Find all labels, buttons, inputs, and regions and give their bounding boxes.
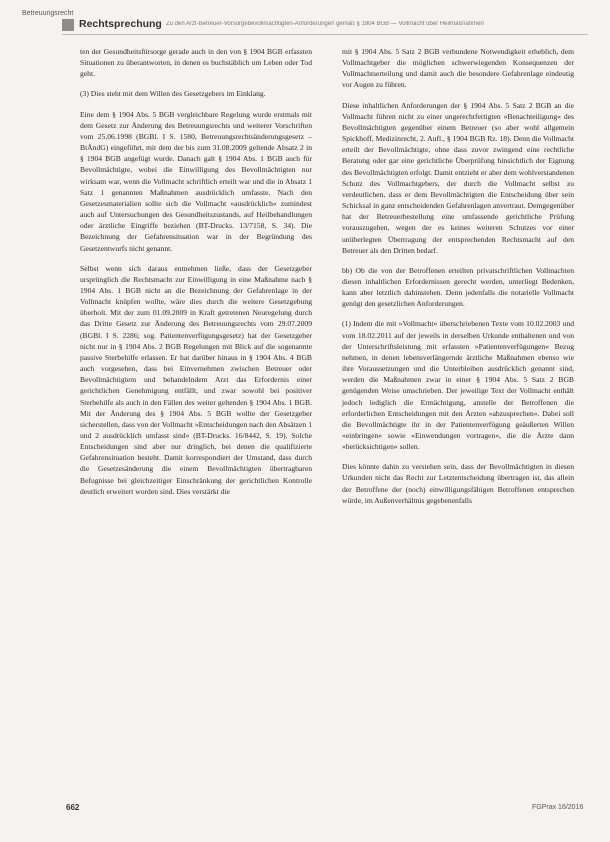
section-label: Betreuungsrecht: [22, 10, 74, 17]
paragraph: Diese inhaltlichen Anforderungen der § 1904 Abs. 5 Satz 2 BGB an die Vollmacht führen nicht zu einer ungerechtfertigten »Benachteiligung« des Bevollmächtigten gegenüber einem Betreuer (so aber wohl allgemein Spickhoff, Medizinrecht, 2. Aufl., § 1904 BGB Rz. 18). Denn die Vollmacht erteilt der Bevollmächtigte, ohne dass zuvor zwingend eine rechtliche Beratung oder gar eine gerichtliche Überprüfung hinsichtlich der Eignung des Bevollmächtigten erfolgt. Damit entzieht er aber dem wohlverstandenen Schutz des Vollmachtgebers, der durch die Vollmacht selbst zu verdeutlichen, dass er dem Bevollmächtigten die Entscheidung über sein Schicksal in ganz entscheidenden Gefahrenlagen anvertraut. Demgegenüber hat der Betreuerbestellung eine umfassende gerichtliche Prüfung vorauszugehen, wegen der es keines weiteren Schutzes vor einer unüberlegten Übertragung der entsprechenden Rechtsmacht auf den Betreuer als den Dritten bedarf.: [342, 100, 574, 255]
paragraph: ten der Gesundheitsfürsorge gerade auch in den von § 1904 BGB erfassten Situationen zu überantworten, in denen es buchstäblich um Leben oder Tod geht.: [80, 47, 312, 79]
paragraph: Selbst wenn sich daraus entnehmen ließe, dass der Gesetzgeber ursprünglich die Rechtsmacht zur Einwilligung in eine Maßnahme nach § 1904 Abs. 1 BGB nicht an die Bezeichnung der Gefahrenlage in der Vollmacht knüpfen wollte, wäre dies durch die weitere Gesetzgebung überholt. Mit der zum 01.09.2009 in Kraft getretenen Neuregelung durch das Dritte Gesetz zur Änderung des Betreuungsrechts vom 29.07.2009 (BGBl. I S. 2286; sog. Patientenverfügungsgesetz) hat der Gesetzgeber nicht nur in § 1904 Abs. 2 BGB Regelungen mit Blick auf die sogenannte passive Sterbehilfe erlassen. Er hat darüber hinaus in § 1904 Abs. 4 BGB auch vorgesehen, dass bei Einvernehmen zwischen Betreuer oder Bevollmächtigtem und behandelndem Arzt das Erfordernis einer gerichtlichen Genehmigung entfällt, und zwar sowohl bei positiver Sterbehilfe als auch in den Fällen des weiter geltenden § 1904 Abs. 1 BGB. Mit der Änderung des § 1904 Abs. 5 BGB wollte der Gesetzgeber sicherstellen, dass von der Vollmacht »Entscheidungen nach den Absätzen 1 und 2 ausdrücklich umfasst sind« (BT-Drucks. 16/8442, S. 19). Solche Entscheidungen sind aber nur dringlich, bei denen die qualifizierte Gefahrensituation besteht. Damit korrespondiert der Umstand, dass durch die Gesetzesänderung die einem Bevollmächtigten übertragbaren Befugnisse bei gleichzeitiger Einschränkung der gerichtlichen Kontrolle deutlich erweitert worden sind. Dies verstärkt die: [80, 263, 312, 496]
running-header: [62, 17, 588, 35]
paragraph: (3) Dies steht mit dem Willen des Gesetzgebers im Einklang.: [80, 89, 266, 99]
right-column: [342, 46, 574, 515]
section-marker: [62, 19, 74, 31]
journal-issue: FGPrax 16/2016: [532, 804, 584, 811]
paragraph: bb) Ob die von der Betroffenen erteilten privatschriftlichen Vollmachten diesen inhaltlichen Erfordernissen gerecht werden, unterliegt Bedenken, kann aber letztlich dahinstehen. Denn jedenfalls die notarielle Vollmacht genügt den gesetzlichen Anforderungen.: [342, 265, 574, 309]
paragraph: Dies könnte dahin zu verstehen sein, dass der Bevollmächtigten in diesen Urkunden nicht das Recht zur Letztentscheidung übertragen ist, das allein der Betroffene der (noch) einwilligungsfähigen Betroffenen entsprechen würde, im Außenverhältnis gegebenenfalls: [342, 462, 574, 505]
paragraph: Eine dem § 1904 Abs. 5 BGB vergleichbare Regelung wurde erstmals mit dem Gesetz zur Änderung des Betreuungsrechts und weiterer Vorschriften vom 25.06.1998 (BGBl. I S. 1580, Betreuungsrechtsänderungsgesetz – BtÄndG) eingeführt, mit dem der bis zum 31.08.2009 geltende Absatz 2 in § 1904 BGB angefügt wurde. Danach galt § 1904 Abs. 1 BGB auch für Bevollmächtigte, wobei die Einwilligung des Bevollmächtigten nur wirksam war, wenn die Vollmacht schriftlich erteilt war und die in Absatz 1 Satz 1 genannten Maßnahmen ausdrücklich umfasste. Nach den Gesetzesmaterialien sollte sich die Vollmacht »ausdrücklich« zumindest auch auf Untersuchungen des Gesundheitszustands, auf Heilbehandlungen oder ärztliche Eingriffe beziehen (BT-Drucks. 13/7158, S. 34). Die Bezeichnung der Gefahrensituation war in der Begründung des Gesetzentwurfs nicht genannt.: [80, 109, 312, 253]
header-title: Rechtsprechung: [79, 18, 162, 30]
left-column: [80, 46, 312, 506]
page-number: 662: [66, 803, 80, 812]
paragraph: (1) Indem die mit »Vollmacht« überschriebenen Texte vom 10.02.2003 und vom 18.02.2011 auf der jeweils in derselben Urkunde enthaltenen und von der Unterschriftsleistung mit erfassten »Patientenverfügungen« Bezug nehmen, in denen lebensverlängernde ärztliche Maßnahmen ebenso wie ihre Voraussetzungen und die Unterbleiben ausdrücklich genannt sind, werden die Maßnahmen zwar in einer § 1904 Abs. 5 Satz 2 BGB genügenden Weise umschrieben. Der jeweilige Text der Vollmacht enthält jedoch lediglich die Ermächtigung, anstelle der Betroffenen die erforderlichen Entscheidungen mit den Ärzten »abzusprechen«. Dabei soll die Bevollmächtigte ihr in der Patientenverfügung geäußerten Willen »einbringen« sowie »Einwendungen vortragen«, die die Ärzte dann »berücksichtigen« sollen.: [342, 319, 574, 452]
paragraph: mit § 1904 Abs. 5 Satz 2 BGB verbundene Notwendigkeit erheblich, dem Vollmachtgeber die möglichen schwerwiegenden Konsequenzen der Vollmachtserteilung und damit auch die besondere Gefahrenlage eindeutig vor Augen zu führen.: [342, 47, 574, 90]
header-subtitle: Zu den Arzt-Betreuer-Vorsorgebevollmächtigten-Anforderungen gemäß § 1904 BGB — Vollmacht über Heilmaßnahmen: [166, 21, 484, 27]
